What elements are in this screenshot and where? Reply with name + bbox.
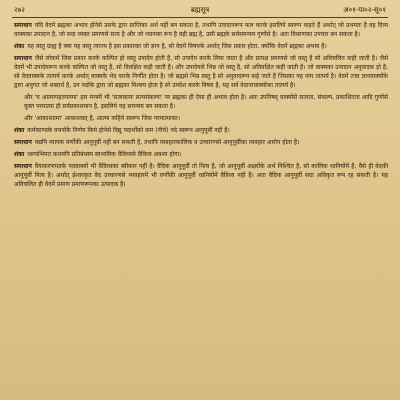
paragraph <box>14 126 388 135</box>
paragraph-label: शंका <box>14 151 25 158</box>
paragraph-label: शंका <box>14 43 25 50</box>
paragraph-label: समाधान <box>14 163 32 170</box>
page-body <box>14 21 388 396</box>
paragraph-label: समाधान <box>14 22 32 29</box>
paragraph <box>14 54 388 90</box>
paragraph-label: शंका <box>14 127 25 134</box>
paragraph <box>14 138 388 147</box>
page-number: २७२ <box>14 6 25 14</box>
paragraph-label: समाधान <box>14 139 32 146</box>
paragraph-text: वैयाकरणमतके पदवाक्यों भी वैविध्यका स्वीकार नहीं है। वैदिक आनुपूर्वी तो नित्य है, जो आनुपूर्वी अक्षरोंके अर्थ निश्चित है, सो कालिक ध्वनियोंमें है, वैसे ही वेदकी आनुपूर्वी नित्य है। अर्थात् ईश्वरकृत वेद उच्चारणसे व्यवहारमें भी वर्णोंकी आनुपूर्वी ध्वनियोंमें वैविध्य नहीं है। अतः वैदिक आनुपूर्वी सदा अविकृत रूप रह सकती है। यह अविचलित ही वेदमें प्रमाण प्रमाणरूपका उत्पादक है। <box>14 163 388 188</box>
paragraph-text: जैसे लोकमें जिस प्रकार करके कल्पित हो वस्तु उपादेय होती है, सो उपादेय करके लिया जाता है और प्रत्यक्ष प्रमाणसे जो वस्तु है सो अविचलित कही जाती है। जैसे वेदमें भी उपादेयरूप करके कल्पित जो वस्तु है, सो विवक्षित कही जाती है। और उपादेयसे भिन्न जो वस्तु है, सो अविवक्षित कही जाती है। जो वाक्यका उपादान अनुवादक हो है, सो वेदवाक्यके तात्पर्य करके अर्थात् वाक्यके भेद करके निर्णीत होता है। जो ब्रह्मसे भिन्न वस्तु है सो अनुवादरूप कहे जाते हैं जिसका यह नाम तात्पर्य है। वेदमें तत्त्व ज्ञानवाक्योंके द्वारा अनुगत जो शब्दार्थ है, उन पदोंके द्वारा जो ब्रह्मका निश्चय होता है सो उपदेश करके विषय है, यह सर्व वेदान्तवाक्योंका तात्पर्य है। <box>14 55 388 89</box>
paragraph <box>14 162 388 189</box>
paragraph-text: और 'आकाशात्मा' आकाशवत् है, आत्मा कहिये स्वरूप जिस परमात्माका। <box>24 115 180 122</box>
paragraph-text: ध्वन्यभिमत कथमपि प्रतिबंधस्य स्वभाविक वैविध्यसे वैविध्य अवश्य होगा। <box>27 151 182 158</box>
paragraph <box>14 114 388 123</box>
paragraph <box>14 42 388 51</box>
paragraph <box>14 93 388 111</box>
paragraph <box>14 21 388 39</box>
paragraph <box>14 150 388 159</box>
paragraph-text: यद्यपि व्यापक वर्णोंकी आनुपूर्वी नहीं बन सकती है, तथापि व्यवहारकालिक व उच्चारणसे आनुपूर्वीका व्यवहार आरोप होता है। <box>34 139 300 146</box>
paragraph-text: यह वस्तु ग्राह्य है क्या यह वस्तु त्याज्य है इस प्रकारका जो ज्ञान है, सो वेदमें विषयके अर्थात् जिस प्रकार होता, क्योंकि वेदमें ब्रह्मका अभाव है। <box>27 43 327 50</box>
paragraph-text: कर्मकाण्डके वचनोंके निर्णय किये होनेसे विद्यु पदार्थोंको कम (नीचे) पदे स्वरूप आनुपूर्वी नहीं है। <box>27 127 230 134</box>
chapter-reference: अ०१-पा०२-सू०१ <box>343 6 386 14</box>
header-rule <box>12 17 388 18</box>
page-header <box>14 4 386 16</box>
paragraph-text: यदि वेदमें ब्रह्मका अभाव होनेसे उसके द्वारा प्राप्तिका अर्थ नहीं बन सकता है, तथापि उपादानरूप फल करके इसलिये स्वरूप कहते हैं अर्थात् जो प्रथमतः है वह दिव्य वाक्यका उपादान है, जो सदा व्यक्त प्रमाणसे सत्य है और जो ध्यानका रूप है वही ब्रह्म है, उसी ब्रह्मके सर्वसमन्वय गुणोंसे है। अतः विवरणका उपचार बन सकता है। <box>14 22 388 38</box>
paragraph-label: समाधान <box>14 55 32 62</box>
running-title: ब्रह्मसूत्र <box>190 6 210 14</box>
paragraph-text: और 'य आत्मापहतपाप्मा' इस मन्त्रमें भी 'सत्यकामः सत्यसंकल्पः' पर ब्रह्मका ही ऐसा ही अभाव होता है। अतः उपनिषद् वाक्योंसे सत्यता, संकल्प, प्रकाशितता आदि गुणोंसे युक्त परमात्मा ही सर्वप्रकाशमान है, इसलिये यह समन्वय बन सकता है। <box>24 94 388 110</box>
